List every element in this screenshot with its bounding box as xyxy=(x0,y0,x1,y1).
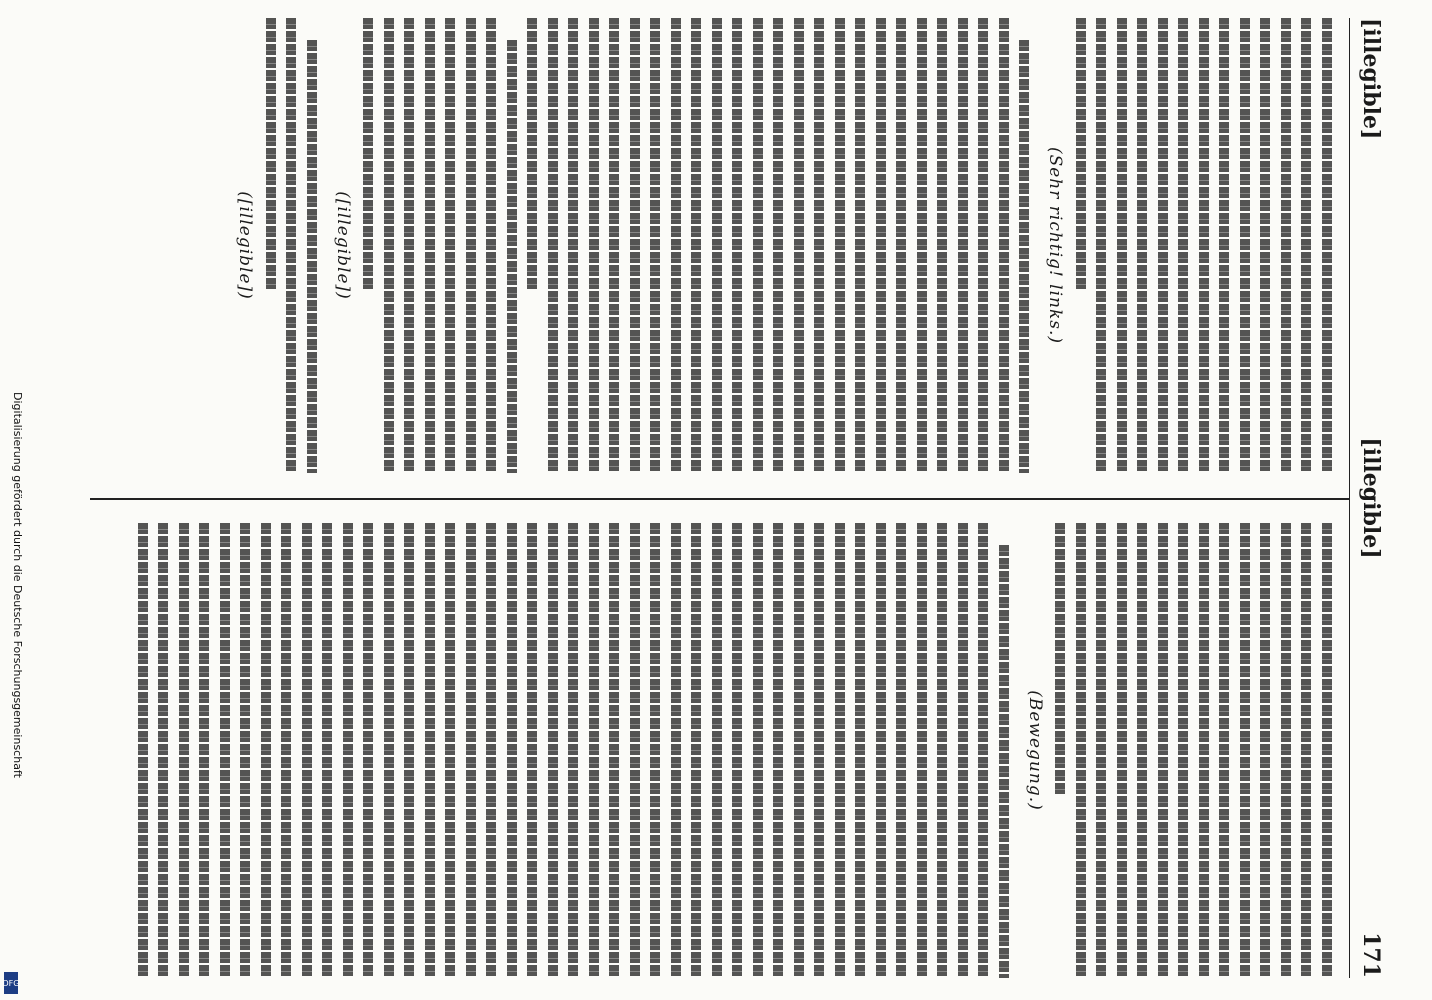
text-line xyxy=(421,523,442,978)
text-line xyxy=(851,18,872,473)
text-line xyxy=(831,523,852,978)
text-line xyxy=(851,523,872,978)
text-line xyxy=(523,523,544,978)
column-divider xyxy=(90,498,1350,500)
text-line xyxy=(769,18,790,473)
text-line xyxy=(974,523,995,978)
text-line xyxy=(646,523,667,978)
text-line xyxy=(318,523,339,978)
text-line xyxy=(503,523,524,978)
text-line xyxy=(441,18,462,473)
text-line xyxy=(1174,523,1195,978)
page-number: 171 xyxy=(1358,932,1384,978)
text-line xyxy=(769,523,790,978)
text-line xyxy=(195,523,216,978)
text-line xyxy=(1277,523,1298,978)
interjection: ([illegible]) xyxy=(333,191,353,300)
text-line xyxy=(831,18,852,473)
header-center: [illegible] xyxy=(1358,437,1384,559)
text-line xyxy=(1072,18,1093,291)
text-line xyxy=(441,523,462,978)
text-line xyxy=(810,18,831,473)
text-line xyxy=(1113,18,1134,473)
text-line xyxy=(1015,40,1036,473)
text-line xyxy=(175,523,196,978)
text-line xyxy=(380,18,401,473)
text-line xyxy=(359,18,380,291)
text-line xyxy=(1133,523,1154,978)
text-line xyxy=(482,523,503,978)
text-line xyxy=(1236,18,1257,473)
text-line xyxy=(1297,523,1318,978)
interjection: ([illegible]) xyxy=(235,191,256,300)
text-line xyxy=(1092,523,1113,978)
text-line xyxy=(626,18,647,473)
text-line xyxy=(1133,18,1154,473)
text-line xyxy=(605,18,626,473)
text-line xyxy=(933,18,954,473)
text-line xyxy=(974,18,995,473)
text-line xyxy=(544,523,565,978)
text-line xyxy=(1154,523,1175,978)
text-line xyxy=(523,18,544,291)
text-line xyxy=(1215,18,1236,473)
text-line xyxy=(790,523,811,978)
text-line xyxy=(1154,18,1175,473)
text-line xyxy=(236,523,257,978)
text-line xyxy=(913,18,934,473)
text-line xyxy=(605,523,626,978)
text-line xyxy=(872,523,893,978)
text-line xyxy=(1174,18,1195,473)
text-line xyxy=(298,523,319,978)
text-line xyxy=(282,18,303,473)
text-line xyxy=(1072,523,1093,978)
text-line xyxy=(892,18,913,473)
rotated-page-content xyxy=(90,18,1390,978)
text-line xyxy=(339,523,360,978)
text-line xyxy=(667,523,688,978)
text-line xyxy=(544,18,565,473)
text-line xyxy=(1277,18,1298,473)
text-line xyxy=(359,523,380,978)
text-column-left xyxy=(108,18,1338,473)
credit-text: Digitalisierung gefördert durch die Deutsche Forschungsgemeinschaft xyxy=(11,392,24,778)
text-line xyxy=(154,523,175,978)
text-line xyxy=(687,523,708,978)
text-line xyxy=(216,523,237,978)
text-line xyxy=(933,523,954,978)
text-line xyxy=(462,18,483,473)
text-line xyxy=(1113,523,1134,978)
text-line xyxy=(1195,523,1216,978)
text-line xyxy=(708,523,729,978)
text-line xyxy=(995,545,1016,978)
text-line xyxy=(400,18,421,473)
text-line xyxy=(872,18,893,473)
text-line xyxy=(482,18,503,473)
text-line xyxy=(1236,523,1257,978)
text-line xyxy=(749,523,770,978)
text-line xyxy=(728,523,749,978)
dfg-logo: DFG xyxy=(4,972,18,994)
text-line xyxy=(1051,523,1072,796)
text-line xyxy=(626,523,647,978)
text-line xyxy=(749,18,770,473)
text-line xyxy=(503,40,524,473)
text-line xyxy=(913,523,934,978)
interjection: (Sehr richtig! links.) xyxy=(1045,146,1066,345)
text-line xyxy=(585,18,606,473)
interjection: (Bewegung.) xyxy=(1025,690,1045,811)
text-line xyxy=(1297,18,1318,473)
text-line xyxy=(687,18,708,473)
page-sheet xyxy=(90,18,1390,978)
text-line xyxy=(790,18,811,473)
text-line xyxy=(1092,18,1113,473)
text-line xyxy=(1195,18,1216,473)
text-line xyxy=(1215,523,1236,978)
text-line xyxy=(462,523,483,978)
digitization-credit xyxy=(8,392,28,992)
text-line xyxy=(585,523,606,978)
text-line xyxy=(1256,18,1277,473)
text-line xyxy=(564,18,585,473)
header-left: [illegible] xyxy=(1358,18,1384,140)
text-line xyxy=(954,18,975,473)
text-line xyxy=(728,18,749,473)
text-line xyxy=(954,523,975,978)
text-line xyxy=(1318,18,1339,473)
text-line xyxy=(277,523,298,978)
page-header xyxy=(1349,18,1390,978)
text-line xyxy=(380,523,401,978)
text-line xyxy=(1318,523,1339,978)
text-line xyxy=(810,523,831,978)
text-line xyxy=(257,523,278,978)
text-column-right xyxy=(108,523,1338,978)
text-line xyxy=(400,523,421,978)
text-line xyxy=(995,18,1016,473)
text-line xyxy=(564,523,585,978)
text-line xyxy=(667,18,688,473)
text-line xyxy=(421,18,442,473)
text-line xyxy=(262,18,283,291)
text-line xyxy=(708,18,729,473)
text-line xyxy=(134,523,155,978)
text-line xyxy=(646,18,667,473)
text-line xyxy=(303,40,324,473)
text-line xyxy=(1256,523,1277,978)
text-line xyxy=(892,523,913,978)
